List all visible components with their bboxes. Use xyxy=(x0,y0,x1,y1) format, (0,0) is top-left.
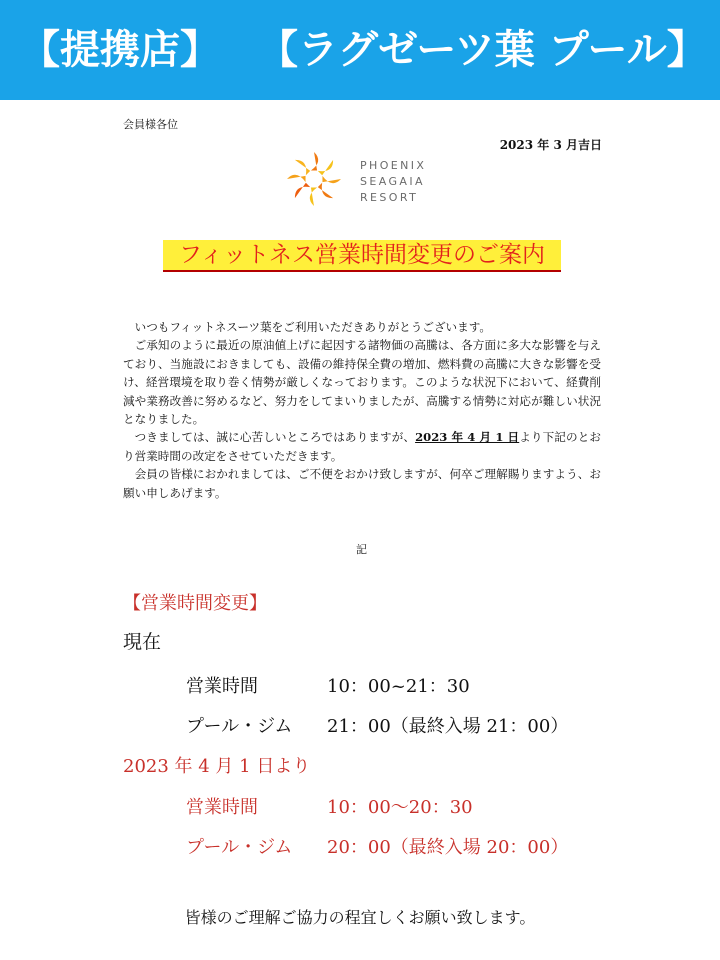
paragraph: ご承知のように最近の原油値上げに起因する諸物価の高騰は、各方面に多大な影響を与えており、当施設におきましても、設備の維持保全費の増加、燃料費の高騰に大きな影響を受け、経営環境を取り巻く情勢が厳しくなっております。このような状況下において、経費削減や業務改善に努めるなど、努力をしてまいりましたが、高騰する情勢に対応が難しい状況となりました。 xyxy=(123,338,601,427)
current-label: 現在 xyxy=(123,631,162,653)
sun-logo-icon xyxy=(284,150,344,208)
paragraph: いつもフィットネスーツ葉をご利用いただきありがとうございます。 xyxy=(134,320,491,334)
row-label: 営業時間 xyxy=(186,676,258,697)
sun-petal xyxy=(318,183,333,198)
sun-petal xyxy=(310,187,317,206)
addressee: 会員様各位 xyxy=(123,118,178,131)
sun-petal xyxy=(287,175,306,182)
sun-petal xyxy=(295,160,310,175)
row-value: 10：00~21：30 xyxy=(327,676,470,697)
document-title: フィットネス営業時間変更のご案内 xyxy=(163,240,561,272)
paragraph: 会員の皆様におかれましては、ご不便をおかけ致しますが、何卒ご理解賜りますよう、お願い申しあげます。 xyxy=(123,467,601,500)
row-label: プール・ジム xyxy=(186,716,293,737)
row-label: プール・ジム xyxy=(186,837,293,858)
brand-line: RESORT xyxy=(360,191,419,204)
sun-petal xyxy=(322,176,341,183)
sun-petal xyxy=(311,152,318,171)
store-type-label: 【提携店】 xyxy=(20,27,220,73)
section-title: 【営業時間変更】 xyxy=(123,593,267,614)
sun-petal xyxy=(318,160,333,175)
store-name-label: 【ラグゼーツ葉 プール】 xyxy=(258,27,707,73)
row-value: 10：00〜20：30 xyxy=(327,797,473,818)
brand-line: PHOENIX xyxy=(360,159,427,172)
row-value: 20：00（最終入場 20：00） xyxy=(327,837,569,858)
row-label: 営業時間 xyxy=(186,797,258,818)
brand-name xyxy=(360,158,426,206)
sun-petal xyxy=(295,183,310,198)
effective-date: 2023 年 4 月 1 日 xyxy=(415,430,520,445)
new-schedule-label: 2023 年 4 月 1 日より xyxy=(123,756,311,777)
closing-message: 皆様のご理解ご協力の程宜しくお願い致します。 xyxy=(184,908,536,927)
ki-mark: 記 xyxy=(356,543,367,556)
paragraph: つきましては、誠に心苦しいところではありますが、2023 年 4 月 1 日より下記のとおり営業時間の改定をさせていただきます。 xyxy=(123,430,601,463)
row-value: 21：00（最終入場 21：00） xyxy=(327,716,569,737)
letter-body xyxy=(123,318,601,502)
letter-date: 2023 年 3 月吉日 xyxy=(499,138,602,152)
header-banner xyxy=(0,0,720,100)
brand-line: SEAGAIA xyxy=(360,175,425,188)
